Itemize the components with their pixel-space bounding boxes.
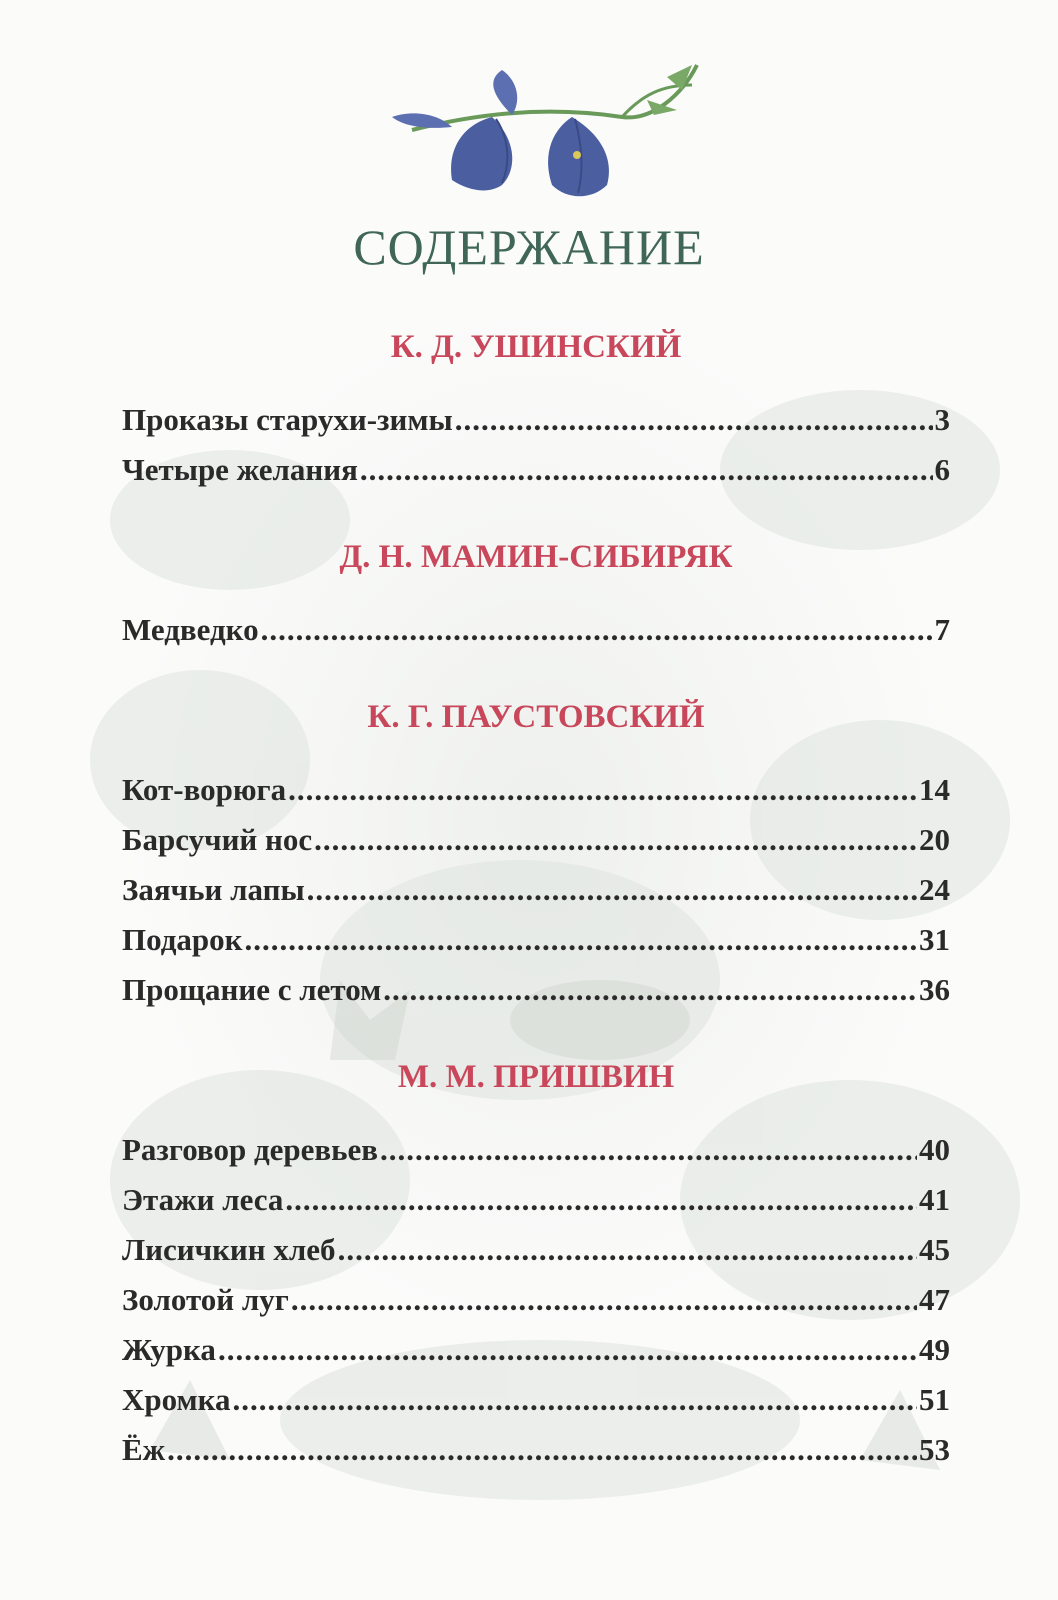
dot-leader [233, 1375, 917, 1425]
section-author: М. М. ПРИШВИН [397, 1059, 675, 1095]
table-of-contents [122, 325, 950, 1475]
entry-title: Проказы старухи-зимы [122, 402, 453, 437]
section-author: К. Г. ПАУСТОВСКИЙ [367, 699, 705, 735]
dot-leader [380, 1125, 917, 1175]
toc-entry[interactable] [122, 1325, 950, 1375]
toc-entry[interactable] [122, 395, 950, 445]
entry-title: Четыре желания [122, 452, 358, 487]
toc-section [122, 325, 950, 495]
entry-title: Медведко [122, 612, 259, 647]
entry-page: 49 [919, 1332, 950, 1367]
toc-entry[interactable] [122, 1275, 950, 1325]
entry-page: 53 [919, 1432, 950, 1467]
entry-title: Барсучий нос [122, 822, 313, 857]
entry-page: 31 [919, 922, 950, 957]
dot-leader [218, 1325, 917, 1375]
dot-leader [245, 915, 917, 965]
entry-title: Этажи леса [122, 1182, 284, 1217]
dot-leader [338, 1225, 917, 1275]
toc-entry[interactable] [122, 915, 950, 965]
entry-title: Прощание с летом [122, 972, 382, 1007]
section-author: Д. Н. МАМИН-СИБИРЯК [339, 539, 733, 575]
entry-title: Золотой луг [122, 1282, 289, 1317]
entry-page: 24 [919, 872, 950, 907]
page-title: СОДЕРЖАНИЕ [353, 219, 705, 275]
entry-title: Заячьи лапы [122, 872, 305, 907]
toc-entry[interactable] [122, 1125, 950, 1175]
entry-page: 40 [919, 1132, 950, 1167]
entry-title: Разговор деревьев [122, 1132, 379, 1167]
entry-page: 36 [919, 972, 950, 1007]
entry-title: Подарок [122, 922, 243, 957]
toc-entry[interactable] [122, 1175, 950, 1225]
dot-leader [360, 445, 933, 495]
entry-page: 20 [919, 822, 950, 857]
entry-title: Журка [122, 1332, 216, 1367]
dot-leader [261, 605, 933, 655]
dot-leader [307, 865, 917, 915]
toc-entry[interactable] [122, 1425, 950, 1475]
toc-section [122, 535, 950, 655]
entry-page: 41 [919, 1182, 950, 1217]
entry-title: Хромка [122, 1382, 231, 1417]
entry-page: 3 [934, 402, 950, 437]
toc-section [122, 1055, 950, 1475]
entry-page: 51 [919, 1382, 950, 1417]
entry-page: 45 [919, 1232, 950, 1267]
dot-leader [285, 1175, 917, 1225]
dot-leader [288, 765, 917, 815]
dot-leader [314, 815, 917, 865]
bluebell-flower-icon [392, 55, 712, 205]
toc-entry[interactable] [122, 815, 950, 865]
entry-page: 6 [934, 452, 950, 487]
entry-title: Лисичкин хлеб [122, 1232, 336, 1267]
dot-leader [291, 1275, 917, 1325]
toc-entry[interactable] [122, 865, 950, 915]
entry-title: Кот-ворюга [122, 772, 287, 807]
toc-entry[interactable] [122, 965, 950, 1015]
toc-entry[interactable] [122, 445, 950, 495]
entry-page: 47 [919, 1282, 950, 1317]
toc-section [122, 695, 950, 1015]
toc-entry[interactable] [122, 1375, 950, 1425]
dot-leader [455, 395, 933, 445]
toc-entry[interactable] [122, 765, 950, 815]
toc-entry[interactable] [122, 605, 950, 655]
entry-page: 7 [934, 612, 950, 647]
entry-title: Ёж [122, 1432, 166, 1467]
entry-page: 14 [919, 772, 950, 807]
toc-entry[interactable] [122, 1225, 950, 1275]
dot-leader [383, 965, 917, 1015]
dot-leader [167, 1425, 917, 1475]
section-author: К. Д. УШИНСКИЙ [390, 329, 682, 365]
